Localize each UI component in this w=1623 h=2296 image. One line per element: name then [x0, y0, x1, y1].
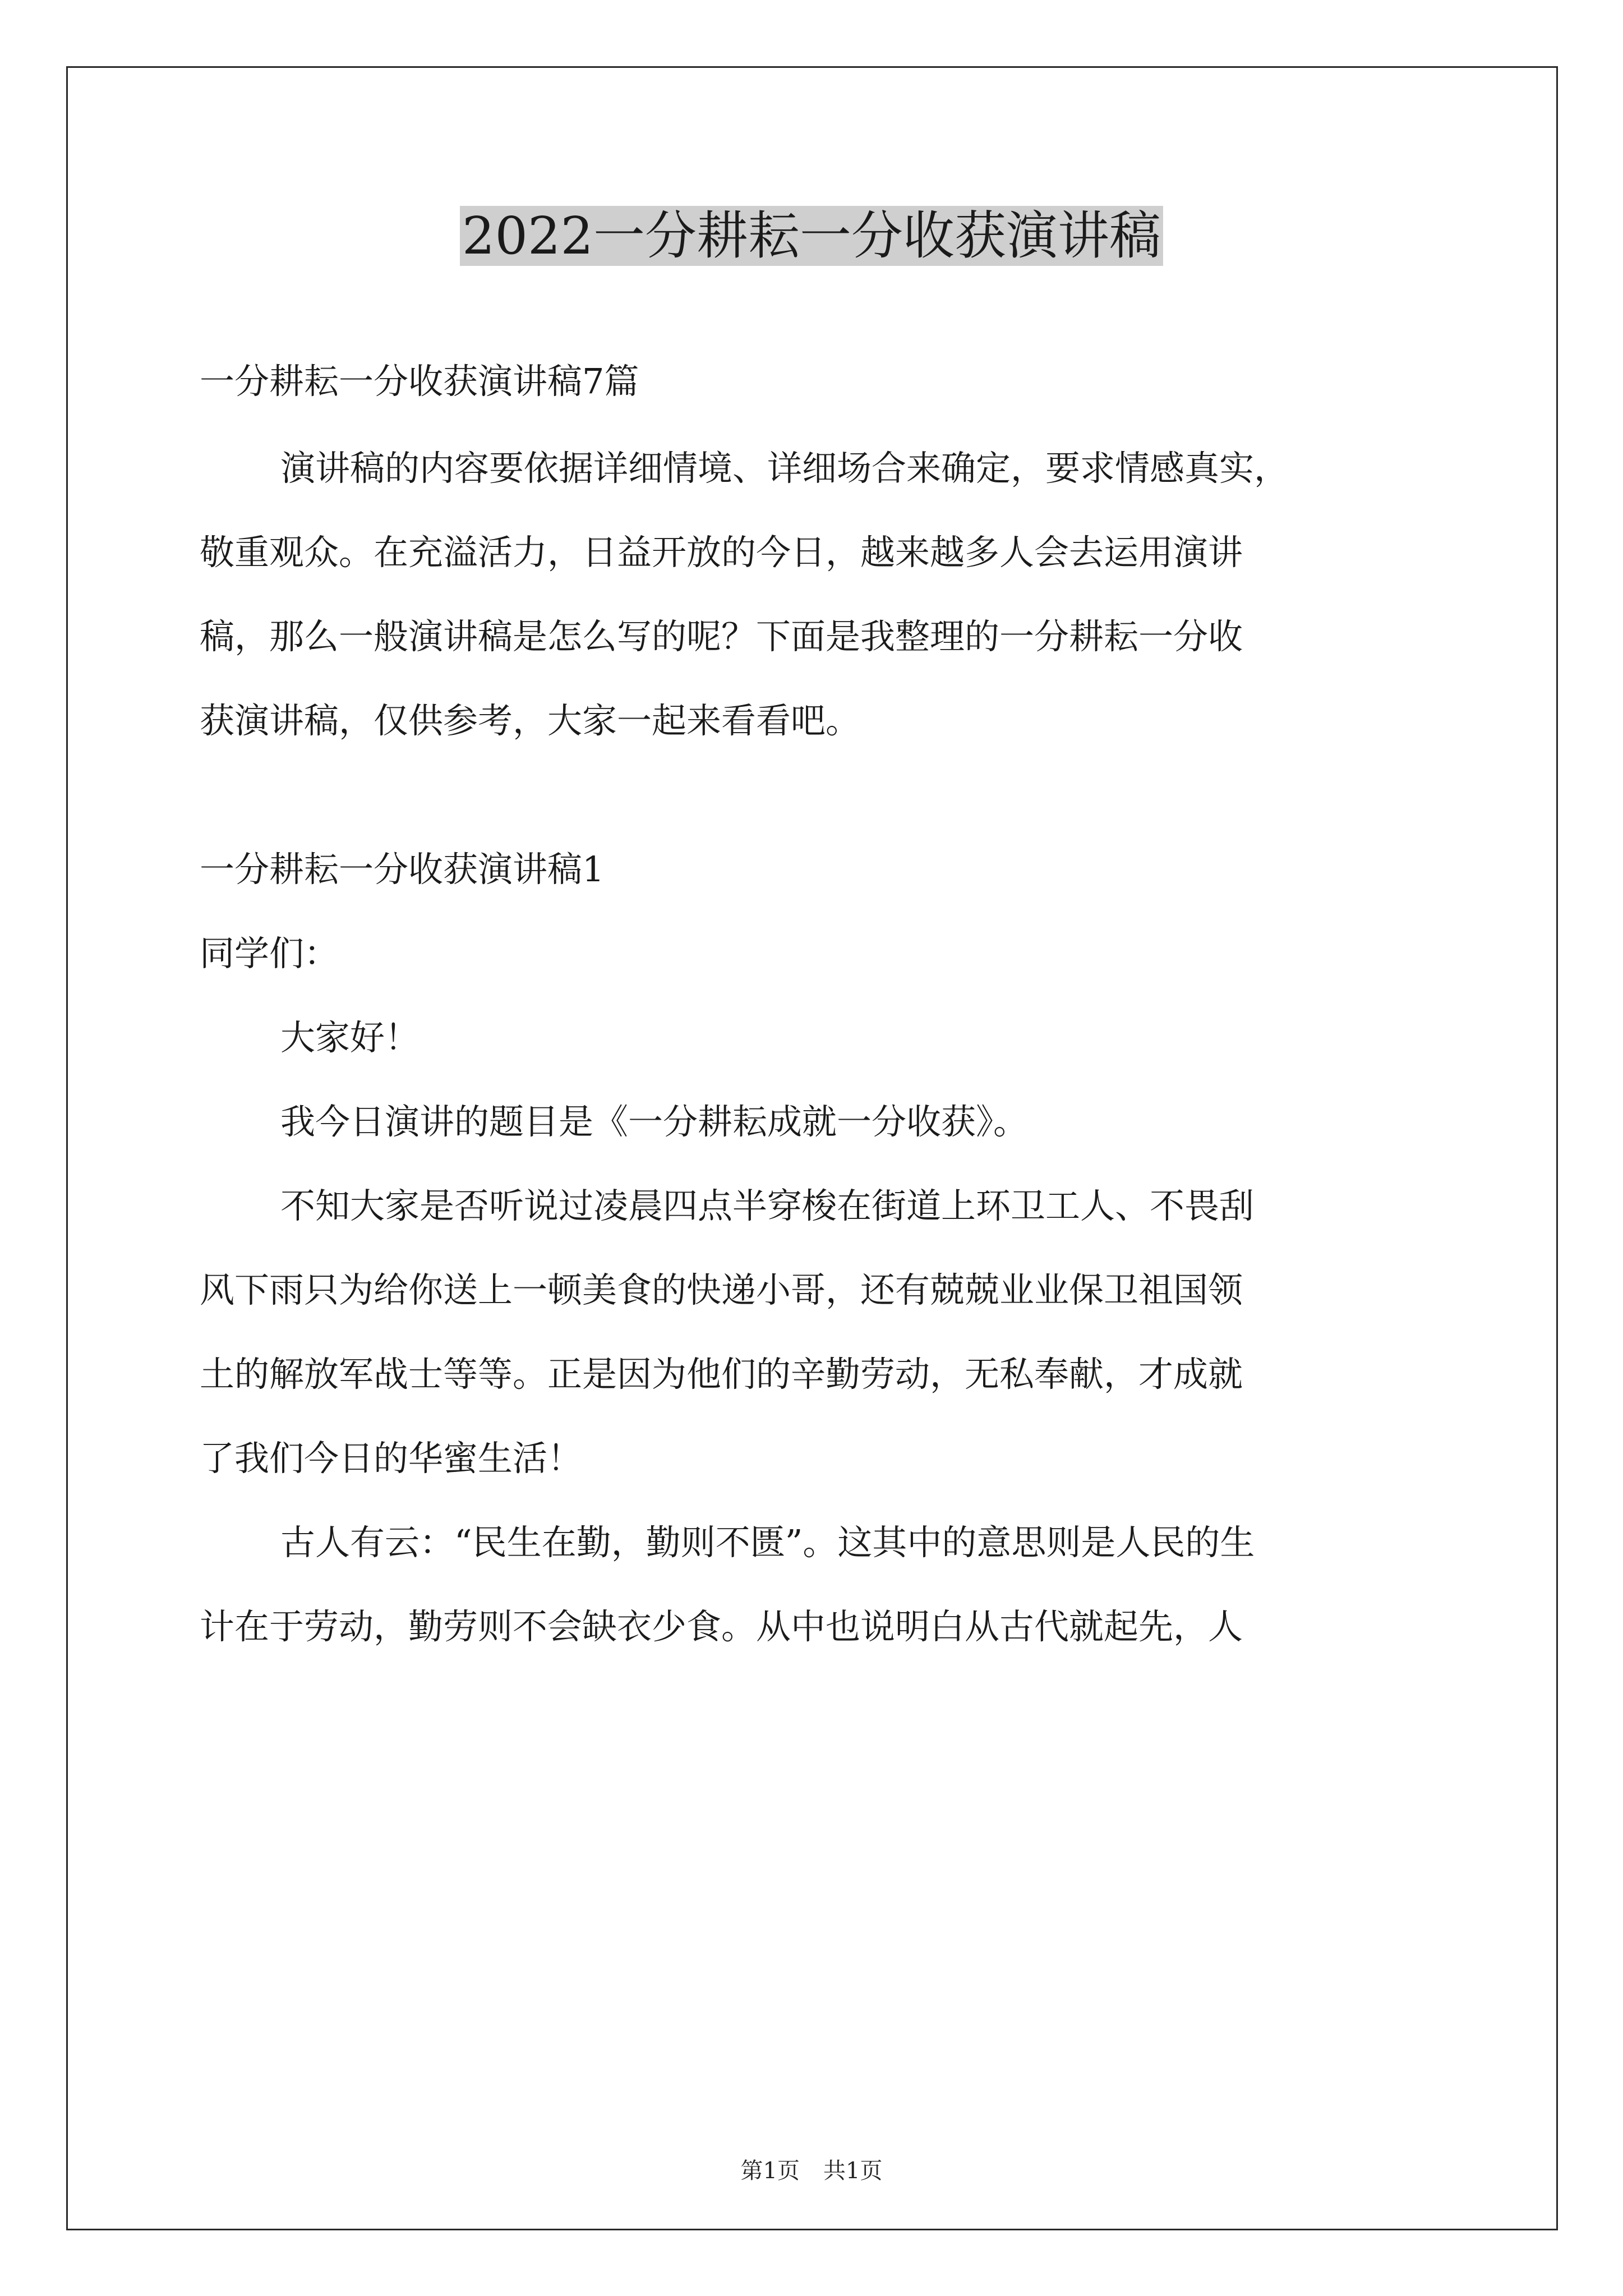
- salutation: 同学们：: [200, 933, 339, 974]
- intro-line-2: 敬重观众。在充溢活力，日益开放的今日，越来越多人会去运用演讲: [200, 532, 1243, 573]
- paragraph1-line-2: 风下雨只为给你送上一顿美食的快递小哥，还有兢兢业业保卫祖国领: [200, 1269, 1243, 1310]
- topic-line: 我今日演讲的题目是《一分耕耘成就一分收获》。: [280, 1101, 1029, 1142]
- paragraph1-line-3: 土的解放军战士等等。正是因为他们的辛勤劳动，无私奉献，才成就: [200, 1354, 1243, 1395]
- title-text: 2022一分耕耘一分收获演讲稿: [460, 206, 1163, 266]
- page-total: 共1页: [823, 2158, 883, 2184]
- intro-line-3: 稿，那么一般演讲稿是怎么写的呢？下面是我整理的一分耕耘一分收: [200, 616, 1243, 657]
- subtitle: 一分耕耘一分收获演讲稿7篇: [200, 361, 639, 402]
- intro-line-1: 演讲稿的内容要依据详细情境、详细场合来确定，要求情感真实，: [280, 448, 1289, 489]
- paragraph1-line-4: 了我们今日的华蜜生活！: [200, 1438, 583, 1479]
- page-number: 第1页: [740, 2158, 800, 2184]
- paragraph2-line-2: 计在于劳动，勤劳则不会缺衣少食。从中也说明白从古代就起先，人: [200, 1606, 1243, 1647]
- intro-line-4: 获演讲稿，仅供参考，大家一起来看看吧。: [200, 700, 861, 741]
- document-title: [0, 200, 1623, 273]
- paragraph2-line-1: 古人有云：“民生在勤，勤则不匮”。这其中的意思则是人民的生: [280, 1522, 1255, 1563]
- paragraph1-line-1: 不知大家是否听说过凌晨四点半穿梭在街道上环卫工人、不畏刮: [280, 1185, 1255, 1226]
- section-heading: 一分耕耘一分收获演讲稿1: [200, 849, 605, 890]
- greeting: 大家好！: [280, 1017, 420, 1058]
- page-footer: [0, 2154, 1623, 2188]
